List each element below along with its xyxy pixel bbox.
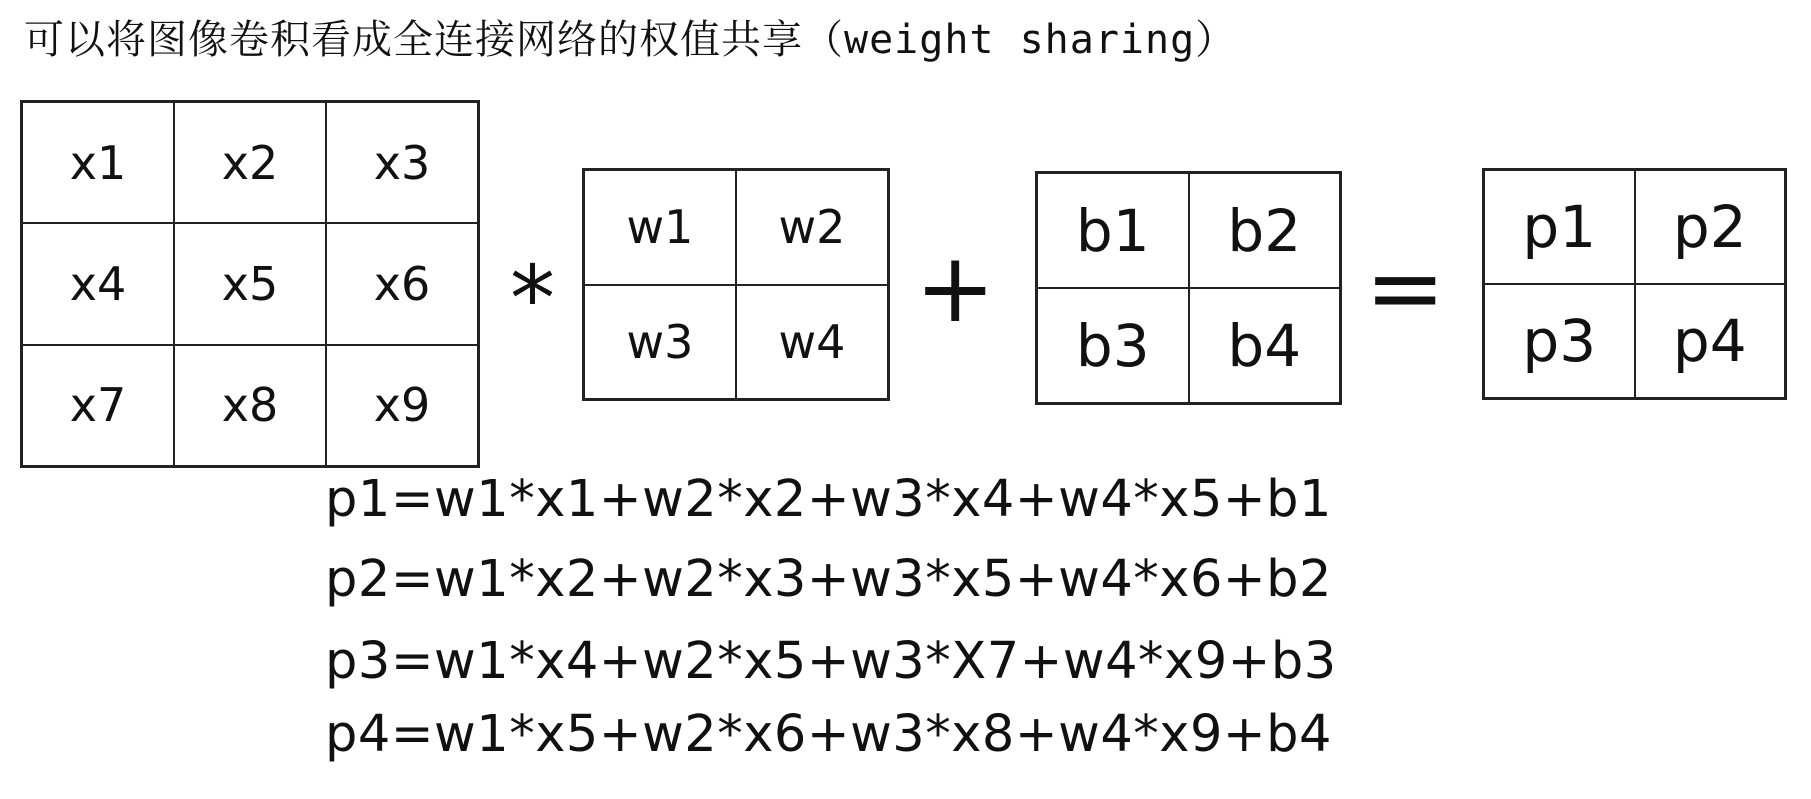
input-cell-x6: x6 [326,223,478,344]
input-cell-x9: x9 [326,345,478,466]
title-english: （weight sharing） [803,17,1237,63]
input-cell-x1: x1 [22,102,174,223]
input-cell-x8: x8 [174,345,326,466]
page-title [24,10,1236,70]
bias-cell-b4: b4 [1189,288,1341,403]
equation-p2: p2=w1*x2+w2*x3+w3*x5+w4*x6+b2 [325,550,1332,609]
weight-matrix [582,168,890,401]
title-chinese: 可以将图像卷积看成全连接网络的权值共享 [24,17,803,63]
bias-cell-b3: b3 [1037,288,1189,403]
input-matrix [20,100,480,468]
input-cell-x7: x7 [22,345,174,466]
bias-cell-b2: b2 [1189,173,1341,288]
equation-p4: p4=w1*x5+w2*x6+w3*x8+w4*x9+b4 [325,705,1332,764]
equation-p3: p3=w1*x4+w2*x5+w3*X7+w4*x9+b3 [325,632,1337,691]
weight-cell-w3: w3 [584,285,736,400]
input-cell-x4: x4 [22,223,174,344]
equation-p1: p1=w1*x1+w2*x2+w3*x4+w4*x5+b1 [325,470,1332,529]
input-cell-x2: x2 [174,102,326,223]
weight-cell-w4: w4 [736,285,888,400]
output-cell-p4: p4 [1635,284,1786,398]
add-operator: + [915,232,996,344]
weight-cell-w2: w2 [736,170,888,285]
input-cell-x3: x3 [326,102,478,223]
weight-cell-w1: w1 [584,170,736,285]
output-cell-p2: p2 [1635,170,1786,284]
multiply-operator: * [510,247,555,352]
output-matrix [1482,168,1787,400]
bias-cell-b1: b1 [1037,173,1189,288]
output-cell-p3: p3 [1484,284,1635,398]
equals-operator: = [1365,232,1446,344]
output-cell-p1: p1 [1484,170,1635,284]
bias-matrix [1035,171,1342,405]
input-cell-x5: x5 [174,223,326,344]
